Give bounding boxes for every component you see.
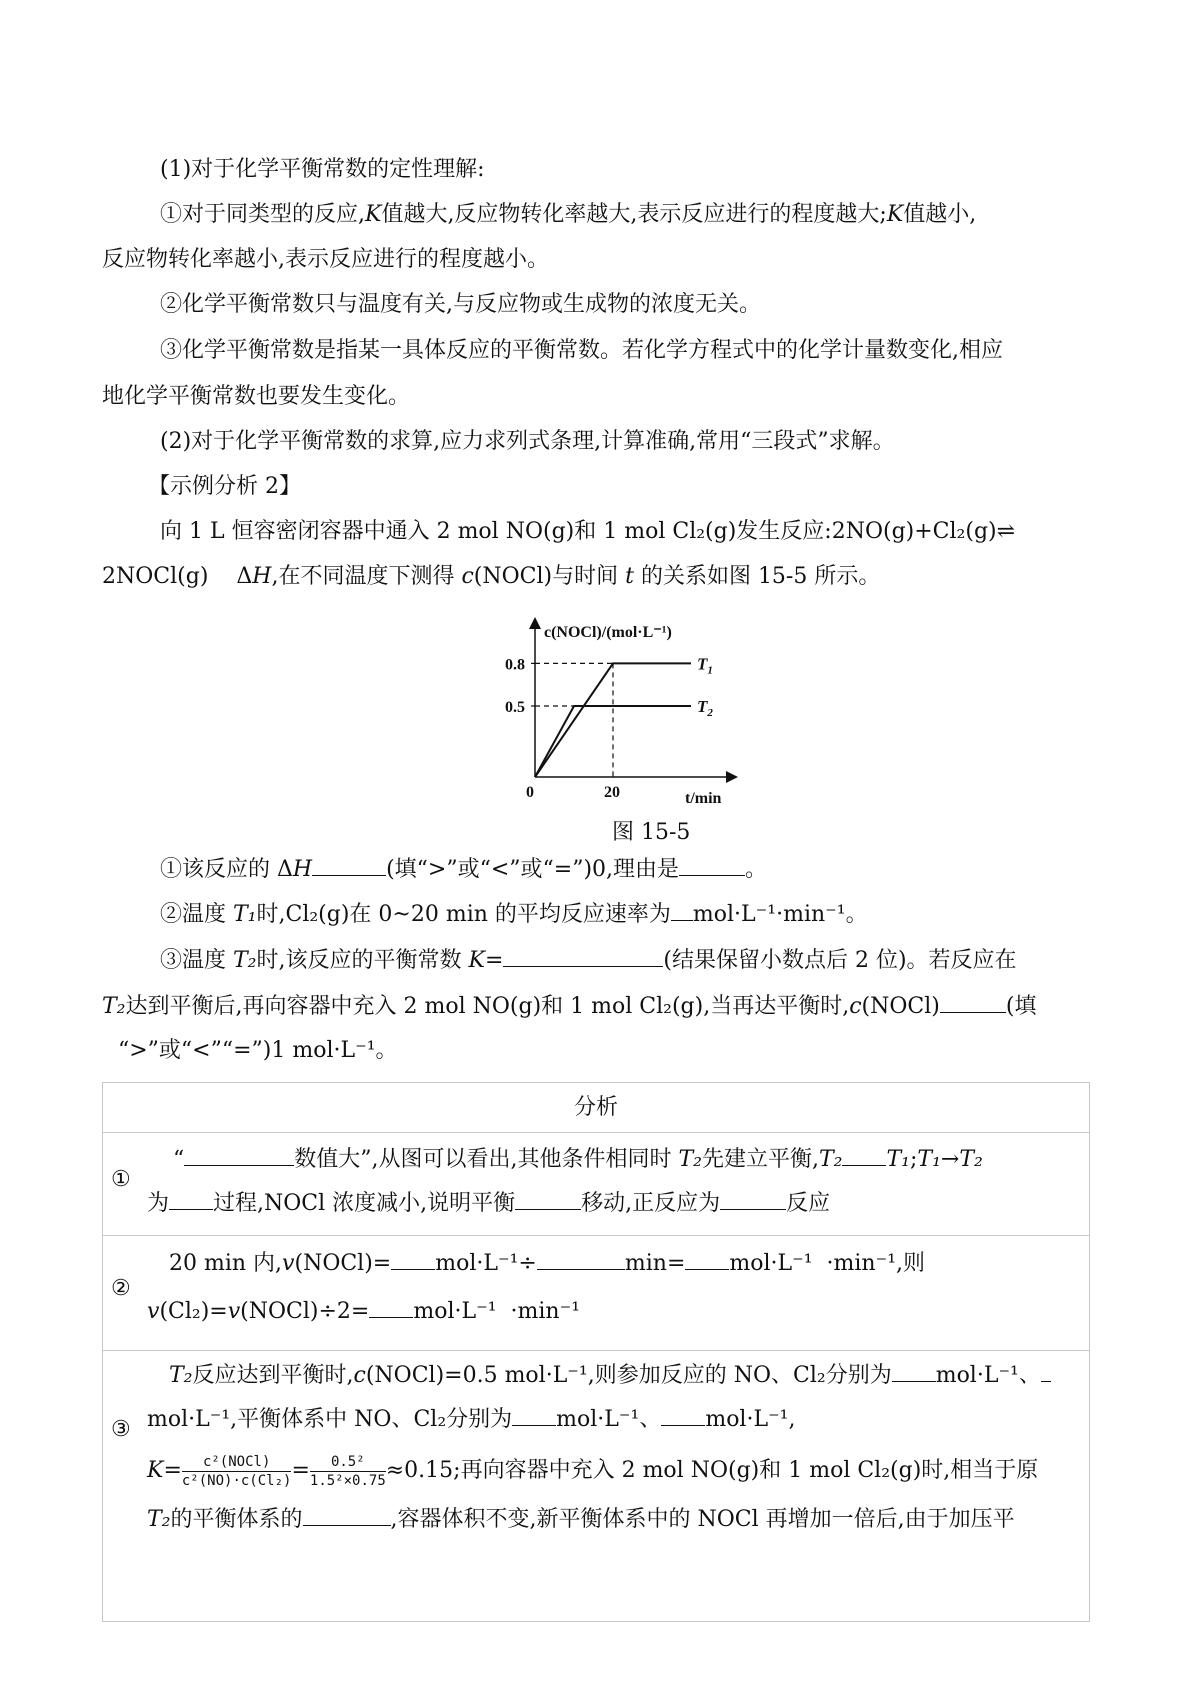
text: 时,该反应的平衡常数 xyxy=(256,948,469,973)
fraction-numerator: c²(NOCl) xyxy=(182,1453,292,1472)
text: ①该反应的 Δ xyxy=(160,857,293,882)
text: mol·L⁻¹、 xyxy=(556,1407,662,1432)
row-3-line-2 xyxy=(147,1403,796,1435)
row-1-line-2 xyxy=(147,1187,830,1219)
intro-line-3: 反应物转化率越小,表示反应进行的程度越小。 xyxy=(102,247,549,272)
text: = xyxy=(163,1458,182,1483)
question-1 xyxy=(160,853,767,885)
text: ,容器体积不变,新平衡体系中的 NOCl 再增加一倍后,由于加压平 xyxy=(390,1507,1015,1532)
answer-blank[interactable] xyxy=(391,1247,435,1270)
question-3 xyxy=(160,944,1017,976)
intro-line-2 xyxy=(160,200,976,230)
answer-blank[interactable] xyxy=(685,1247,729,1270)
fraction-denominator: c²(NO)·c(Cl₂) xyxy=(181,1472,292,1489)
y-tick-label: 0.5 xyxy=(505,699,525,716)
t1-symbol: T₁ xyxy=(886,1147,910,1172)
origin-label: 0 xyxy=(526,784,534,801)
text: ①对于同类型的反应, xyxy=(160,202,365,227)
answer-blank[interactable] xyxy=(671,898,693,921)
t2-symbol: T₂ xyxy=(147,1507,171,1532)
answer-blank[interactable] xyxy=(1041,1359,1051,1382)
answer-blank[interactable] xyxy=(303,1503,391,1526)
answer-blank[interactable] xyxy=(720,1187,786,1210)
text: ≈0.15;再向容器中充入 2 mol NO(g)和 1 mol Cl₂(g)时,相当于原 xyxy=(385,1458,1039,1483)
k-value-fraction xyxy=(310,1453,386,1490)
k-symbol: K xyxy=(886,202,904,227)
answer-blank[interactable] xyxy=(940,990,1006,1013)
series-label-T2: $T_2$ xyxy=(697,697,713,719)
h-symbol: H xyxy=(292,857,313,882)
example-line-1: 向 1 L 恒容密闭容器中通入 2 mol NO(g)和 1 mol Cl₂(g)发生反应:2NO(g)+Cl₂(g)⇌ xyxy=(160,519,1016,544)
text: mol·L⁻¹, xyxy=(705,1407,796,1432)
example-heading: 【示例分析 2】 xyxy=(148,474,301,499)
text: 值越小, xyxy=(903,202,977,227)
text: mol·L⁻¹,平衡体系中 NO、Cl₂分别为 xyxy=(147,1407,513,1432)
text: ; xyxy=(909,1147,918,1172)
text: ③温度 xyxy=(160,948,233,973)
text: (填“>”或“<”或“=”)0,理由是 xyxy=(386,857,680,882)
intro-line-7: (2)对于化学平衡常数的求算,应力求列式条理,计算准确,常用“三段式”求解。 xyxy=(160,429,895,454)
row-divider xyxy=(103,1235,1089,1236)
answer-blank[interactable] xyxy=(369,1295,413,1318)
text: 值越大,反应物转化率越大,表示反应进行的程度越大; xyxy=(381,202,887,227)
row-3-line-1 xyxy=(169,1359,1051,1391)
intro-line-5: ③化学平衡常数是指某一具体反应的平衡常数。若化学方程式中的化学计量数变化,相应 xyxy=(160,338,1003,363)
text: (填 xyxy=(1005,994,1037,1019)
answer-blank[interactable] xyxy=(512,1403,556,1426)
intro-line-4: ②化学平衡常数只与温度有关,与反应物或生成物的浓度无关。 xyxy=(160,292,761,317)
row-divider xyxy=(103,1350,1089,1351)
row-1-line-1 xyxy=(173,1143,983,1175)
answer-blank[interactable] xyxy=(515,1187,581,1210)
t2-symbol: T₂ xyxy=(169,1363,193,1388)
text: mol·L⁻¹÷ xyxy=(435,1251,537,1276)
text: (NOCl)与时间 xyxy=(473,564,626,589)
t2-symbol: T₂ xyxy=(233,948,257,973)
k-symbol: K xyxy=(365,202,382,227)
answer-blank[interactable] xyxy=(184,1143,294,1166)
figure-caption: 图 15-5 xyxy=(612,820,691,845)
text: 数值大”,从图可以看出,其他条件相同时 xyxy=(294,1147,679,1172)
intro-line-6: 地化学平衡常数也要发生变化。 xyxy=(102,384,411,409)
text: (NOCl) xyxy=(861,994,940,1019)
answer-blank[interactable] xyxy=(537,1247,625,1270)
text: (结果保留小数点后 2 位)。若反应在 xyxy=(663,948,1017,973)
fraction-denominator: 1.5²×0.75 xyxy=(309,1472,386,1489)
text: mol·L⁻¹ ·min⁻¹,则 xyxy=(729,1251,926,1276)
v-symbol: v xyxy=(147,1299,160,1324)
answer-blank[interactable] xyxy=(661,1403,705,1426)
answer-blank[interactable] xyxy=(169,1187,213,1210)
v-symbol: v xyxy=(282,1251,295,1276)
answer-blank[interactable] xyxy=(679,853,745,876)
table-header: 分析 xyxy=(103,1083,1089,1133)
text: = xyxy=(291,1458,310,1483)
text: 的关系如图 15-5 所示。 xyxy=(633,564,881,589)
t1-symbol: T₁ xyxy=(917,1147,941,1172)
text: (NOCl)÷2= xyxy=(240,1299,370,1324)
text: 时,Cl₂(g)在 0~20 min 的平均反应速率为 xyxy=(256,902,671,927)
text: ,在不同温度下测得 xyxy=(271,564,462,589)
fraction-numerator: 0.5² xyxy=(310,1453,386,1472)
text: 过程,NOCl 浓度减小,说明平衡 xyxy=(213,1191,516,1216)
text: ②温度 xyxy=(160,902,233,927)
text: 反应 xyxy=(786,1191,831,1216)
row-3-line-4 xyxy=(147,1503,1015,1535)
arrow-icon: → xyxy=(940,1147,960,1172)
text: 2NOCl(g) Δ xyxy=(102,564,253,589)
text: mol·L⁻¹·min⁻¹。 xyxy=(692,902,868,927)
question-3-cont-2: “>”或“<”“=”)1 mol·L⁻¹。 xyxy=(118,1038,398,1063)
text: 反应达到平衡时, xyxy=(192,1363,354,1388)
x-axis-label: t/min xyxy=(685,790,722,807)
text: mol·L⁻¹、 xyxy=(935,1363,1041,1388)
text: (NOCl)= xyxy=(294,1251,392,1276)
y-axis-label: c(NOCl)/(mol·L⁻¹) xyxy=(544,624,672,641)
text: 达到平衡后,再向容器中充入 2 mol NO(g)和 1 mol Cl₂(g),当再达平衡时, xyxy=(125,994,850,1019)
text: “ xyxy=(173,1147,185,1172)
t1-symbol: T₁ xyxy=(233,902,257,927)
answer-blank[interactable] xyxy=(503,944,663,967)
question-3-cont xyxy=(102,990,1036,1022)
row-2-marker: ② xyxy=(111,1276,131,1301)
text: (NOCl)=0.5 mol·L⁻¹,则参加反应的 NO、Cl₂分别为 xyxy=(365,1363,892,1388)
t2-symbol: T₂ xyxy=(818,1147,843,1172)
text: 先建立平衡, xyxy=(701,1147,819,1172)
series-label-T1: $T_1$ xyxy=(697,654,713,677)
answer-blank[interactable] xyxy=(892,1359,936,1382)
k-symbol: K xyxy=(147,1458,164,1483)
answer-blank[interactable] xyxy=(842,1143,886,1166)
v-symbol: v xyxy=(227,1299,241,1324)
text: 为 xyxy=(147,1191,170,1216)
row-3-marker: ③ xyxy=(111,1417,131,1442)
t2-symbol: T₂ xyxy=(678,1147,702,1172)
k-symbol: K xyxy=(468,948,485,973)
row-2-line-1 xyxy=(169,1247,925,1279)
text: = xyxy=(484,948,504,973)
t2-symbol: T₂ xyxy=(959,1147,983,1172)
text: mol·L⁻¹ ·min⁻¹ xyxy=(413,1299,581,1324)
text: (Cl₂)= xyxy=(159,1299,228,1324)
text: 的平衡体系的 xyxy=(170,1507,303,1532)
c-symbol: c xyxy=(461,564,474,589)
t2-symbol: T₂ xyxy=(102,994,126,1019)
text: 。 xyxy=(745,857,768,882)
example-line-2 xyxy=(102,562,880,592)
figure-15-5-chart xyxy=(500,615,740,810)
y-tick-label: 0.8 xyxy=(505,656,525,674)
row-3-formula-line xyxy=(147,1449,1038,1493)
c-symbol: c xyxy=(353,1363,366,1388)
t-symbol: t xyxy=(625,564,634,589)
intro-line-1: (1)对于化学平衡常数的定性理解: xyxy=(160,157,485,182)
row-1-marker: ① xyxy=(111,1167,131,1192)
answer-blank[interactable] xyxy=(312,853,386,876)
text: 移动,正反应为 xyxy=(581,1191,721,1216)
text: 20 min 内, xyxy=(169,1251,283,1276)
c-symbol: c xyxy=(849,994,862,1019)
analysis-table xyxy=(102,1082,1090,1622)
k-expression-fraction xyxy=(182,1453,292,1490)
question-2 xyxy=(160,898,868,930)
text: min= xyxy=(624,1251,686,1276)
row-2-line-2 xyxy=(147,1295,580,1327)
x-tick-label: 20 xyxy=(604,784,620,801)
h-symbol: H xyxy=(252,564,272,589)
